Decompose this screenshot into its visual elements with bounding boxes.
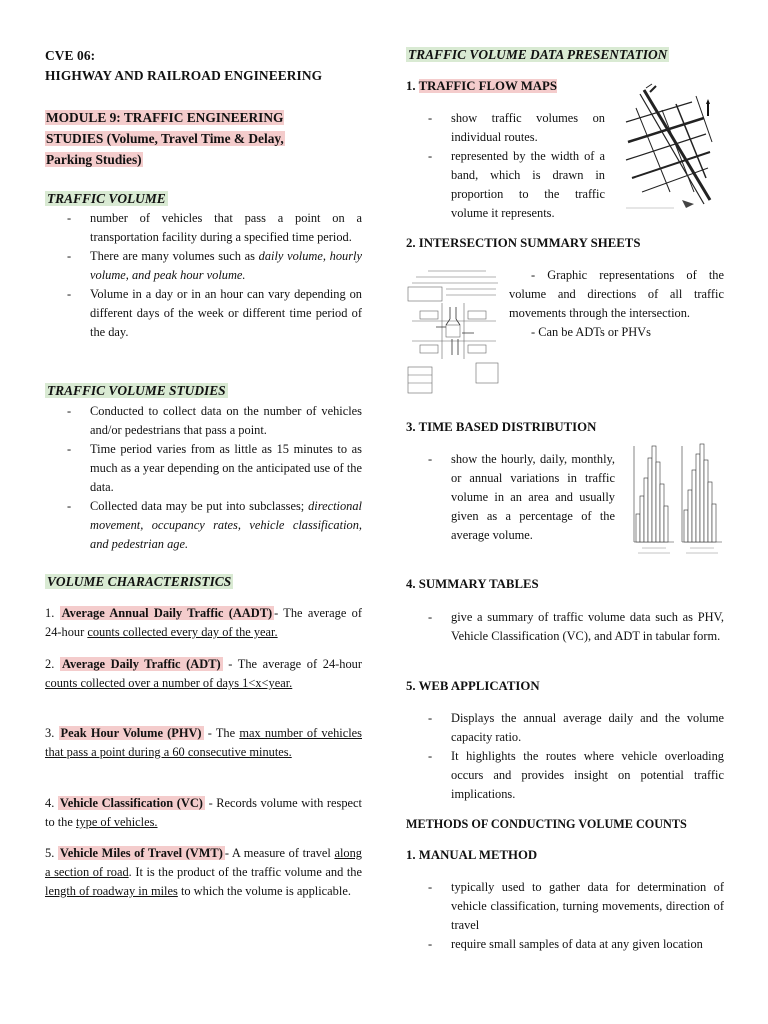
characteristic-adt: 2. Average Daily Traffic (ADT) - The average of 24-hour counts collected over a number of days 1<x<year. <box>45 657 362 690</box>
course-title: HIGHWAY AND RAILROAD ENGINEERING <box>45 68 323 83</box>
list-item: - There are many volumes such as daily volume, hourly volume, and peak hour volume. <box>45 247 362 285</box>
characteristic-aadt: 1. Average Annual Daily Traffic (AADT) - The average of 24-hour counts collected every day of the year. <box>45 606 362 639</box>
traffic-volume-heading: TRAFFIC VOLUME <box>47 191 166 206</box>
list-item: - represented by the width of a band, which is drawn in proportion to the traffic volume it represents. <box>406 147 605 223</box>
manual-method-heading: 1. MANUAL METHOD <box>406 848 538 862</box>
module-line-2: STUDIES (Volume, Travel Time & Delay, <box>46 131 284 146</box>
list-item: - Time period varies from as little as 15 minutes to as much as a year depending on the anticipated use of the data. <box>45 440 362 497</box>
methods-heading: METHODS OF CONDUCTING VOLUME COUNTS <box>406 817 687 831</box>
list-item: - Collected data may be put into subclasses; directional movement, occupancy rates, vehicle classification, and pedestrian age. <box>45 497 362 554</box>
module-line-3: Parking Studies) <box>46 152 142 167</box>
manual-method-list <box>406 878 724 954</box>
time-distribution-list <box>406 450 615 545</box>
intersection-summary-list <box>509 266 724 342</box>
intersection-summary-figure <box>406 267 503 397</box>
list-item: - Displays the annual average daily and the volume capacity ratio. <box>406 709 724 747</box>
list-item: - typically used to gather data for determination of vehicle classification, turning movements, direction of travel <box>406 878 724 935</box>
list-item: - give a summary of traffic volume data such as PHV, Vehicle Classification (VC), and ADT in tabular form. <box>406 608 724 646</box>
web-application-heading: 5. WEB APPLICATION <box>406 679 540 693</box>
course-code: CVE 06: <box>45 48 96 63</box>
summary-tables-list <box>406 608 724 646</box>
module-line-1: MODULE 9: TRAFFIC ENGINEERING <box>46 110 284 125</box>
list-item: - require small samples of data at any given location <box>406 935 724 954</box>
list-item: - Can be ADTs or PHVs <box>531 325 651 339</box>
volume-characteristics-heading: VOLUME CHARACTERISTICS <box>47 574 232 589</box>
characteristic-vmt: 5. Vehicle Miles of Travel (VMT) - A measure of travel along a section of road. It is the product of the traffic volume and the length of roadway in miles to which the volume is applicable. <box>45 846 362 898</box>
intersection-summary-heading: 2. INTERSECTION SUMMARY SHEETS <box>406 236 641 250</box>
module-title <box>45 107 365 170</box>
list-item: - Volume in a day or in an hour can vary depending on different days of the week or different time period of the day. <box>45 285 362 342</box>
traffic-flow-map-figure <box>622 82 714 212</box>
list-item: - number of vehicles that pass a point on a transportation facility during a specified time period. <box>45 209 362 247</box>
characteristic-phv: 3. Peak Hour Volume (PHV) - The max number of vehicles that pass a point during a 60 consecutive minutes. <box>45 726 362 759</box>
list-item: - It highlights the routes where vehicle overloading occurs and provides insight on potential traffic implications. <box>406 747 724 804</box>
summary-tables-heading: 4. SUMMARY TABLES <box>406 577 539 591</box>
list-item: - show traffic volumes on individual routes. <box>406 109 605 147</box>
traffic-volume-list <box>45 209 362 342</box>
volume-studies-heading: TRAFFIC VOLUME STUDIES <box>47 383 226 398</box>
time-distribution-figure <box>628 440 726 566</box>
characteristic-vc: 4. Vehicle Classification (VC) - Records volume with respect to the type of vehicles. <box>45 796 362 829</box>
volume-studies-list <box>45 402 362 554</box>
time-distribution-heading: 3. TIME BASED DISTRIBUTION <box>406 420 597 434</box>
list-item: - Graphic representations of the volume and directions of all traffic movements through the intersection. <box>509 268 724 320</box>
traffic-flow-maps-heading: 1. TRAFFIC FLOW MAPS <box>406 79 557 93</box>
list-item: - show the hourly, daily, monthly, or annual variations in traffic volume in an area and usually given as a percentage of the average volume. <box>406 450 615 545</box>
web-application-list <box>406 709 724 804</box>
flow-maps-list <box>406 109 605 223</box>
data-presentation-heading: TRAFFIC VOLUME DATA PRESENTATION <box>408 47 668 62</box>
list-item: - Conducted to collect data on the number of vehicles and/or pedestrians that pass a point. <box>45 402 362 440</box>
